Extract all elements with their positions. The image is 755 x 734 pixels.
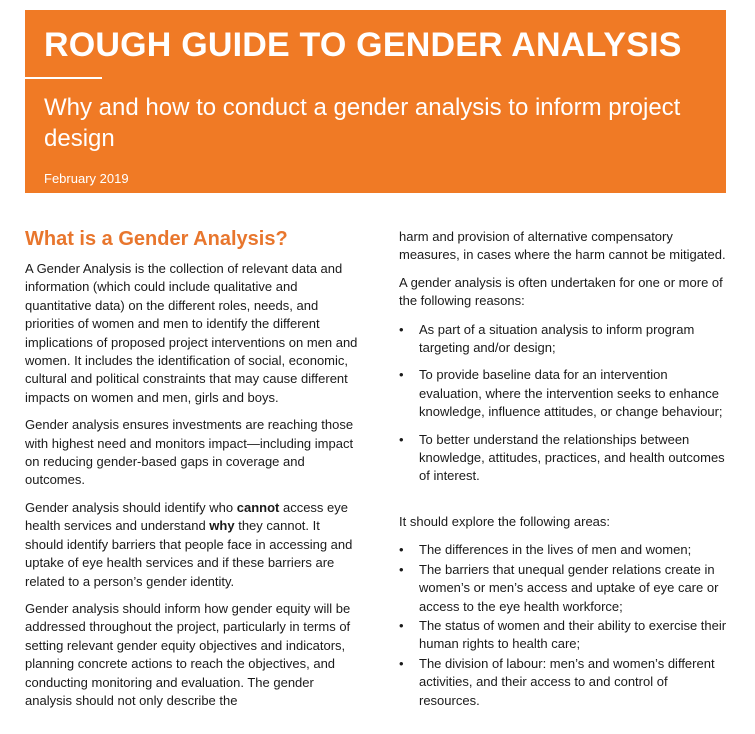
- reasons-intro: A gender analysis is often undertaken for one or more of the following reasons:: [399, 274, 723, 309]
- paragraph-equity: Gender analysis should inform how gender equity will be addressed throughout the project, particularly in terms of setting relevant gender equity objectives and indicators, planning concrete actions to reach the objectives, and conducting monitoring and evaluation. The gender analysis should not only describe the: [25, 600, 351, 708]
- header-banner: [25, 10, 726, 193]
- list-item-text: The division of labour: men’s and women’s different activities, and their access to and control of resources.: [419, 655, 715, 708]
- emphasis-cannot: cannot: [236, 499, 280, 515]
- title-divider: [25, 77, 102, 79]
- paragraph-definition: A Gender Analysis is the collection of relevant data and information (which could include qualitative and quantitative data) on the different roles, needs, and priorities of women and men to identify the different implications of proposed project interventions on men and women. It includes the identification of social, economic, cultural and political constraints that may cause different impacts on women and men, girls and boys.: [25, 261, 358, 405]
- bullet-icon: •: [399, 367, 404, 383]
- list-item-text: The differences in the lives of men and women;: [419, 542, 692, 558]
- list-item-text: The status of women and their ability to exercise their human rights to health care;: [419, 617, 727, 652]
- document-subtitle: Why and how to conduct a gender analysis to inform project design: [44, 94, 681, 152]
- bullet-icon: •: [399, 617, 404, 633]
- publication-date: February 2019: [44, 171, 129, 186]
- list-item: [399, 321, 731, 358]
- emphasis-why: why: [209, 518, 235, 534]
- list-item-text: To provide baseline data for an intervention evaluation, where the intervention seeks to enhance knowledge, influence attitudes, or change behaviour;: [419, 367, 723, 420]
- list-item: [399, 617, 731, 654]
- spacer: [399, 495, 731, 513]
- bullet-icon: •: [399, 561, 404, 577]
- document-title: ROUGH GUIDE TO GENDER ANALYSIS: [44, 26, 682, 64]
- left-column: [25, 226, 360, 719]
- bullet-icon: •: [399, 431, 404, 447]
- paragraph-barriers: [25, 499, 360, 591]
- list-item: [399, 561, 731, 616]
- list-item-text: To better understand the relationships between knowledge, attitudes, practices, and health outcomes of interest.: [419, 431, 725, 484]
- reasons-list: [399, 321, 731, 486]
- paragraph-barriers-text-1: Gender analysis should identify who: [25, 499, 237, 515]
- list-item: [399, 655, 731, 710]
- right-column: [399, 228, 731, 711]
- paragraph-continuation: harm and provision of alternative compensatory measures, in cases where the harm cannot be mitigated.: [399, 229, 726, 263]
- bullet-icon: •: [399, 321, 404, 337]
- list-item: [399, 541, 731, 559]
- list-item-text: The barriers that unequal gender relations create in women’s or men’s access and uptake of eye care or access to the eye health workforce;: [419, 561, 719, 614]
- list-item: [399, 366, 731, 421]
- list-item-text: As part of a situation analysis to inform program targeting and/or design;: [419, 321, 695, 356]
- bullet-icon: •: [399, 542, 404, 558]
- paragraph-investments: Gender analysis ensures investments are reaching those with highest need and monitors impact—including impact on reducing gender-based gaps in coverage and outcomes.: [25, 417, 354, 488]
- list-item: [399, 431, 731, 486]
- areas-list: [399, 541, 731, 710]
- paragraph-barriers-text-2: access eye health services and understand: [25, 499, 349, 534]
- areas-intro: It should explore the following areas:: [399, 513, 611, 529]
- section-heading: What is a Gender Analysis?: [25, 228, 288, 250]
- bullet-icon: •: [399, 655, 404, 671]
- paragraph-barriers-text-3: they cannot. It should identify barriers that people face in accessing and uptake of eye health services and if these barriers are related to a person’s gender identity.: [25, 518, 353, 589]
